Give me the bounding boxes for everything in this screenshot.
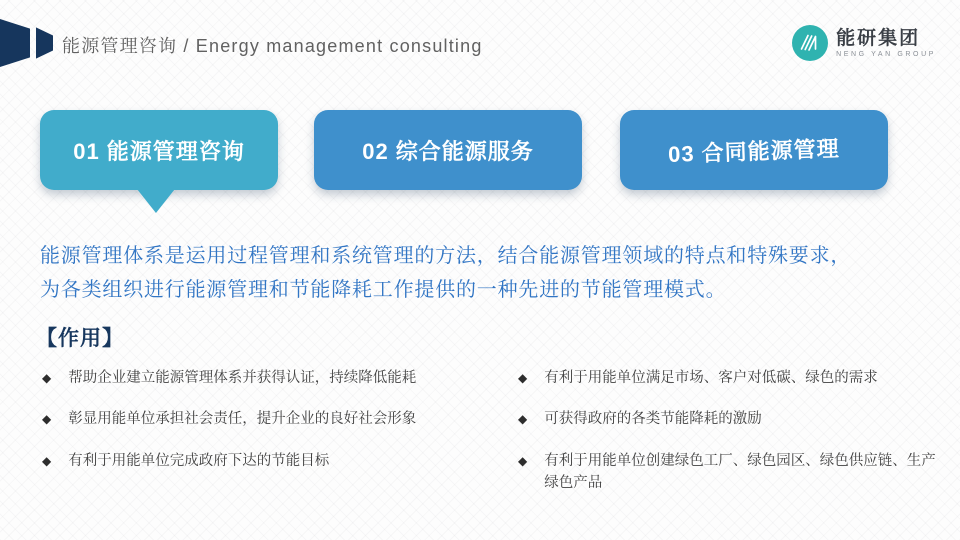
list-item-text: 有利于用能单位完成政府下达的节能目标 xyxy=(68,452,330,469)
bullet-columns xyxy=(42,367,940,495)
logo-text xyxy=(836,29,936,58)
bullet-column-left xyxy=(42,367,518,495)
list-item xyxy=(42,367,518,389)
tab-integrated-energy-services[interactable]: 02 综合能源服务 xyxy=(314,110,582,190)
intro-line-1: 能源管理体系是运用过程管理和系统管理的方法，结合能源管理领域的特点和特殊要求， xyxy=(40,245,852,267)
list-item xyxy=(42,408,518,430)
diamond-bullet-icon: ◆ xyxy=(42,453,52,468)
diamond-bullet-icon: ◆ xyxy=(42,371,52,385)
list-item-text: 帮助企业建立能源管理体系并获得认证，持续降低能耗 xyxy=(68,370,417,386)
header-arrow-decoration-large xyxy=(0,19,30,67)
tab-energy-management-consulting[interactable]: 01 能源管理咨询 xyxy=(40,110,278,190)
list-item xyxy=(518,408,940,430)
intro-line-2: 为各类组织进行能源管理和节能降耗工作提供的一种先进的节能管理模式。 xyxy=(40,279,727,301)
logo-name-zh: 能研集团 xyxy=(836,27,921,49)
intro-paragraph xyxy=(40,239,940,307)
list-item-text: 彰显用能单位承担社会责任，提升企业的良好社会形象 xyxy=(68,411,417,428)
logo-n-circle-icon xyxy=(791,24,829,62)
list-item-text: 有利于用能单位满足市场、客户对低碳、绿色的需求 xyxy=(544,370,878,386)
list-item xyxy=(518,367,940,389)
tab-contract-energy-management-label: 03 合同能源管理 xyxy=(667,135,841,167)
list-item-text: 有利于用能单位创建绿色工厂、绿色园区、绿色供应链、生产绿色产品 xyxy=(544,452,936,492)
list-item xyxy=(518,450,940,495)
diamond-bullet-icon: ◆ xyxy=(42,412,52,427)
list-item-text: 可获得政府的各类节能降耗的激励 xyxy=(544,411,762,428)
diamond-bullet-icon: ◆ xyxy=(518,371,528,385)
logo-name-en: NENG YAN GROUP xyxy=(836,50,936,58)
bullet-column-right xyxy=(518,367,940,495)
diamond-bullet-icon: ◆ xyxy=(518,453,528,468)
section-tabs xyxy=(40,110,920,190)
company-logo xyxy=(791,24,936,62)
diamond-bullet-icon: ◆ xyxy=(518,412,528,427)
header-arrow-decoration-small xyxy=(36,26,53,60)
page-title: 能源管理咨询 / Energy management consulting xyxy=(62,36,483,56)
list-item xyxy=(42,450,518,472)
tab-contract-energy-management[interactable] xyxy=(620,110,888,190)
section-heading-function: 【作用】 xyxy=(36,327,124,350)
